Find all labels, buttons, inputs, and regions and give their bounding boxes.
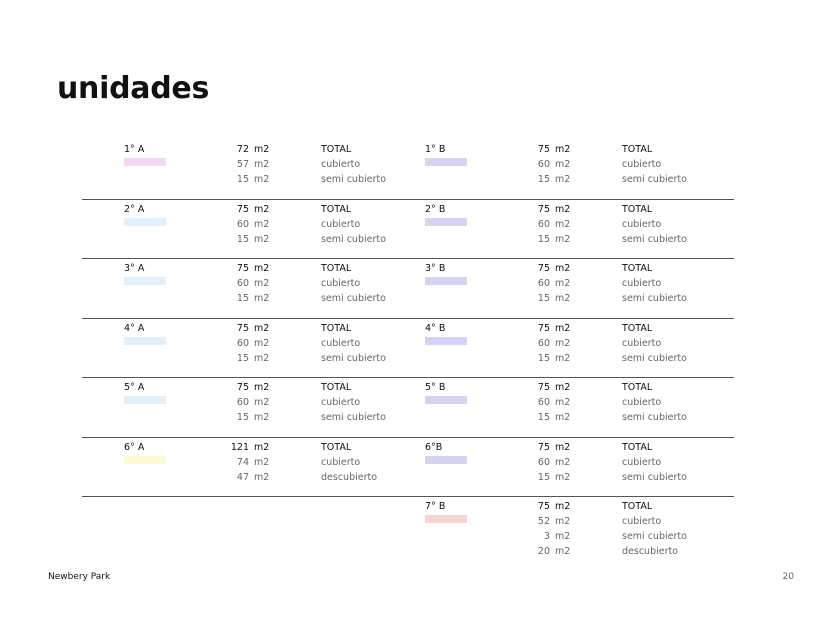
area-unit: m2 (555, 471, 571, 483)
area-unit: m2 (555, 233, 571, 245)
area-value: 121 (230, 441, 249, 453)
area-value: 15 (537, 233, 550, 245)
area-value: 75 (236, 382, 249, 393)
area-description: TOTAL (622, 203, 653, 215)
area-unit: m2 (555, 501, 571, 512)
unit-color-swatch (124, 158, 166, 166)
area-description: semi cubierto (321, 412, 386, 423)
area-description: cubierto (622, 516, 662, 527)
area-value: 60 (236, 337, 249, 349)
area-unit: m2 (254, 278, 270, 289)
area-unit: m2 (555, 203, 571, 215)
area-value: 15 (236, 233, 249, 245)
area-value: 15 (537, 293, 550, 304)
area-value: 47 (236, 471, 249, 483)
area-unit: m2 (254, 382, 270, 393)
area-unit: m2 (555, 337, 571, 349)
unit-color-swatch (124, 277, 166, 285)
area-unit: m2 (254, 352, 270, 364)
area-description: semi cubierto (321, 233, 386, 245)
area-description: cubierto (321, 337, 361, 349)
unit-label: 7° B (425, 501, 446, 512)
area-value: 60 (537, 278, 550, 289)
area-value: 20 (537, 546, 550, 557)
area-value: 57 (236, 159, 249, 170)
area-unit: m2 (254, 322, 270, 334)
unit-label: 3° B (425, 263, 446, 274)
area-description: semi cubierto (622, 412, 687, 423)
area-description: semi cubierto (321, 293, 386, 304)
area-description: cubierto (321, 218, 361, 230)
footer-project-name: Newbery Park (48, 572, 111, 582)
unit-row (82, 438, 734, 498)
area-description: TOTAL (321, 203, 352, 215)
unit-row (82, 319, 734, 379)
unit-label: 2° A (124, 203, 145, 215)
area-unit: m2 (555, 144, 571, 155)
area-description: semi cubierto (622, 174, 687, 185)
area-description: semi cubierto (622, 233, 687, 245)
area-unit: m2 (254, 337, 270, 349)
area-value: 60 (537, 218, 550, 230)
area-value: 72 (236, 144, 249, 155)
area-unit: m2 (254, 263, 270, 274)
page-title: unidades (57, 71, 209, 106)
area-value: 75 (537, 144, 550, 155)
area-value: 75 (537, 203, 550, 215)
area-unit: m2 (254, 174, 270, 185)
area-description: semi cubierto (622, 471, 687, 483)
area-value: 60 (537, 456, 550, 468)
unit-label: 5° A (124, 382, 145, 393)
area-value: 74 (236, 456, 249, 468)
area-unit: m2 (555, 218, 571, 230)
area-value: 75 (236, 322, 249, 334)
area-unit: m2 (555, 159, 571, 170)
area-description: semi cubierto (622, 352, 687, 364)
area-unit: m2 (254, 233, 270, 245)
area-description: TOTAL (622, 144, 653, 155)
units-table (82, 140, 734, 556)
area-description: TOTAL (321, 263, 352, 274)
area-value: 60 (236, 397, 249, 408)
area-unit: m2 (555, 412, 571, 423)
unit-label: 1° B (425, 144, 446, 155)
unit-label: 4° A (124, 322, 145, 334)
area-unit: m2 (254, 144, 270, 155)
area-description: TOTAL (622, 382, 653, 393)
unit-label: 6° A (124, 441, 145, 453)
unit-row (82, 497, 734, 556)
unit-label: 2° B (425, 203, 446, 215)
area-unit: m2 (555, 397, 571, 408)
area-value: 52 (537, 516, 550, 527)
area-unit: m2 (555, 263, 571, 274)
area-value: 75 (537, 501, 550, 512)
area-unit: m2 (555, 278, 571, 289)
area-value: 60 (537, 337, 550, 349)
area-description: semi cubierto (321, 174, 386, 185)
area-value: 15 (236, 352, 249, 364)
area-value: 15 (236, 293, 249, 304)
area-value: 75 (236, 203, 249, 215)
area-value: 3 (543, 531, 550, 542)
area-unit: m2 (555, 322, 571, 334)
area-description: semi cubierto (622, 293, 687, 304)
area-unit: m2 (555, 516, 571, 527)
unit-color-swatch (425, 456, 467, 464)
unit-row (82, 200, 734, 260)
area-value: 15 (537, 412, 550, 423)
area-value: 60 (236, 278, 249, 289)
area-unit: m2 (254, 159, 270, 170)
area-description: cubierto (622, 218, 662, 230)
unit-row (82, 259, 734, 319)
area-value: 15 (537, 174, 550, 185)
area-unit: m2 (254, 412, 270, 423)
unit-label: 1° A (124, 144, 145, 155)
unit-color-swatch (425, 337, 467, 345)
area-description: semi cubierto (622, 531, 687, 542)
area-value: 75 (537, 322, 550, 334)
unit-color-swatch (425, 396, 467, 404)
area-description: TOTAL (622, 263, 653, 274)
area-description: cubierto (622, 159, 662, 170)
area-unit: m2 (254, 441, 270, 453)
area-unit: m2 (254, 203, 270, 215)
unit-color-swatch (124, 337, 166, 345)
unit-label: 3° A (124, 263, 145, 274)
area-value: 75 (537, 441, 550, 453)
area-value: 60 (537, 159, 550, 170)
area-value: 15 (537, 471, 550, 483)
area-unit: m2 (254, 456, 270, 468)
area-value: 75 (537, 382, 550, 393)
unit-label: 6°B (425, 441, 443, 453)
unit-color-swatch (425, 277, 467, 285)
area-description: TOTAL (622, 441, 653, 453)
area-description: cubierto (622, 337, 662, 349)
area-description: TOTAL (321, 441, 352, 453)
area-value: 15 (537, 352, 550, 364)
unit-color-swatch (124, 218, 166, 226)
area-description: semi cubierto (321, 352, 386, 364)
area-description: cubierto (321, 397, 361, 408)
area-description: TOTAL (321, 144, 352, 155)
area-unit: m2 (254, 397, 270, 408)
area-value: 15 (236, 174, 249, 185)
unit-row (82, 378, 734, 438)
area-unit: m2 (254, 218, 270, 230)
area-description: TOTAL (321, 322, 352, 334)
unit-color-swatch (425, 218, 467, 226)
area-unit: m2 (254, 293, 270, 304)
area-description: TOTAL (622, 501, 653, 512)
area-description: descubierto (321, 471, 378, 483)
area-unit: m2 (555, 382, 571, 393)
page-number: 20 (782, 572, 794, 582)
area-description: cubierto (622, 456, 662, 468)
unit-color-swatch (124, 396, 166, 404)
area-unit: m2 (555, 546, 571, 557)
area-value: 75 (236, 263, 249, 274)
area-description: cubierto (321, 278, 361, 289)
unit-color-swatch (425, 158, 467, 166)
area-unit: m2 (555, 352, 571, 364)
area-description: cubierto (622, 397, 662, 408)
unit-color-swatch (425, 515, 467, 523)
area-value: 75 (537, 263, 550, 274)
area-unit: m2 (555, 531, 571, 542)
area-value: 15 (236, 412, 249, 423)
area-description: TOTAL (321, 382, 352, 393)
area-description: cubierto (622, 278, 662, 289)
area-value: 60 (236, 218, 249, 230)
area-unit: m2 (555, 293, 571, 304)
area-description: cubierto (321, 159, 361, 170)
area-unit: m2 (254, 471, 270, 483)
area-unit: m2 (555, 441, 571, 453)
area-unit: m2 (555, 174, 571, 185)
area-description: descubierto (622, 546, 679, 557)
area-description: cubierto (321, 456, 361, 468)
unit-label: 5° B (425, 382, 446, 393)
area-unit: m2 (555, 456, 571, 468)
area-description: TOTAL (622, 322, 653, 334)
unit-label: 4° B (425, 322, 446, 334)
area-value: 60 (537, 397, 550, 408)
unit-row (82, 140, 734, 200)
unit-color-swatch (124, 456, 166, 464)
